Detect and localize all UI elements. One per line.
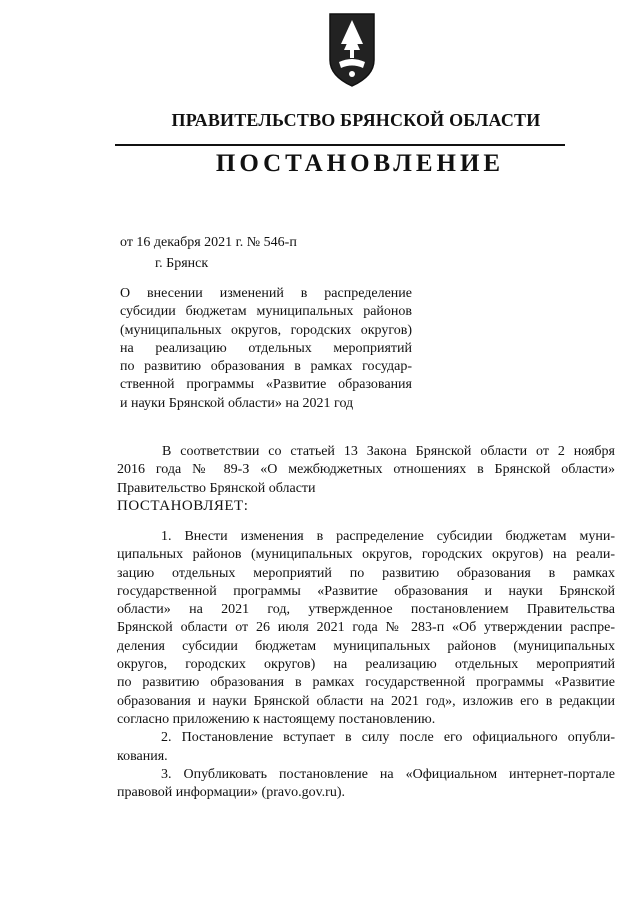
preamble-line: Правительство Брянской области <box>117 480 316 496</box>
subject-line: субсидии бюджетам муниципальных районов <box>120 304 412 320</box>
city: г. Брянск <box>155 256 209 271</box>
item-line: ципальных районов (муниципальных округов, городских округов) на реали- <box>117 547 615 563</box>
item-line: округов, городских округов) на реализацию отдельных мероприятий <box>117 657 615 673</box>
item-line: 1. Внести изменения в распределение субсидии бюджетам муни- <box>161 529 615 544</box>
item-line: кования. <box>117 748 168 764</box>
item-line: зацию отдельных мероприятий по развитию образования в рамках <box>117 565 615 581</box>
document-type-title: ПОСТАНОВЛЕНИЕ <box>215 150 505 177</box>
subject-title <box>120 285 412 413</box>
item-line: 3. Опубликовать постановление на «Официальном интернет-портале <box>161 766 615 782</box>
item-line: области» на 2021 год, утвержденное постановлением Правительства <box>117 602 615 618</box>
preamble-line: 2016 года № 89-З «О межбюджетных отношениях в Брянской области» <box>117 462 615 478</box>
item-line: Брянской области от 26 июля 2021 года № 283-п «Об утверждении распре- <box>117 620 615 636</box>
date-and-number: от 16 декабря 2021 г. № 546-п <box>120 235 297 250</box>
subject-line: по развитию образования в рамках государ- <box>120 359 412 375</box>
item-line: по развитию образования в рамках государственной программы «Развитие <box>117 675 615 691</box>
subject-line: ственной программы «Развитие образования <box>120 377 412 393</box>
header-divider <box>115 144 565 146</box>
item-line: деления субсидии бюджетам муниципальных районов (муниципальных <box>117 638 615 654</box>
item-line: правовой информации» (pravo.gov.ru). <box>117 785 345 801</box>
subject-line: на реализацию отдельных мероприятий <box>120 340 412 356</box>
item-line: согласно приложению к настоящему постановлению. <box>117 711 436 727</box>
preamble <box>117 443 615 498</box>
preamble-line: В соответствии со статьей 13 Закона Брянской области от 2 ноября <box>162 444 615 459</box>
subject-line: и науки Брянской области» на 2021 год <box>120 395 354 411</box>
item-line: государственной программы «Развитие образования и науки Брянской <box>117 583 615 599</box>
decree-items <box>117 528 615 802</box>
government-name: ПРАВИТЕЛЬСТВО БРЯНСКОЙ ОБЛАСТИ <box>171 110 541 130</box>
coat-of-arms-emblem <box>327 10 377 90</box>
subject-line: (муниципальных округов, городских округов) <box>120 322 412 338</box>
decree-word: ПОСТАНОВЛЯЕТ: <box>117 498 249 514</box>
item-line: 2. Постановление вступает в силу после его официального опубли- <box>161 730 615 746</box>
item-line: образования и науки Брянской области на 2021 год», изложив его в редакции <box>117 693 615 709</box>
subject-line: О внесении изменений в распределение <box>120 286 412 301</box>
